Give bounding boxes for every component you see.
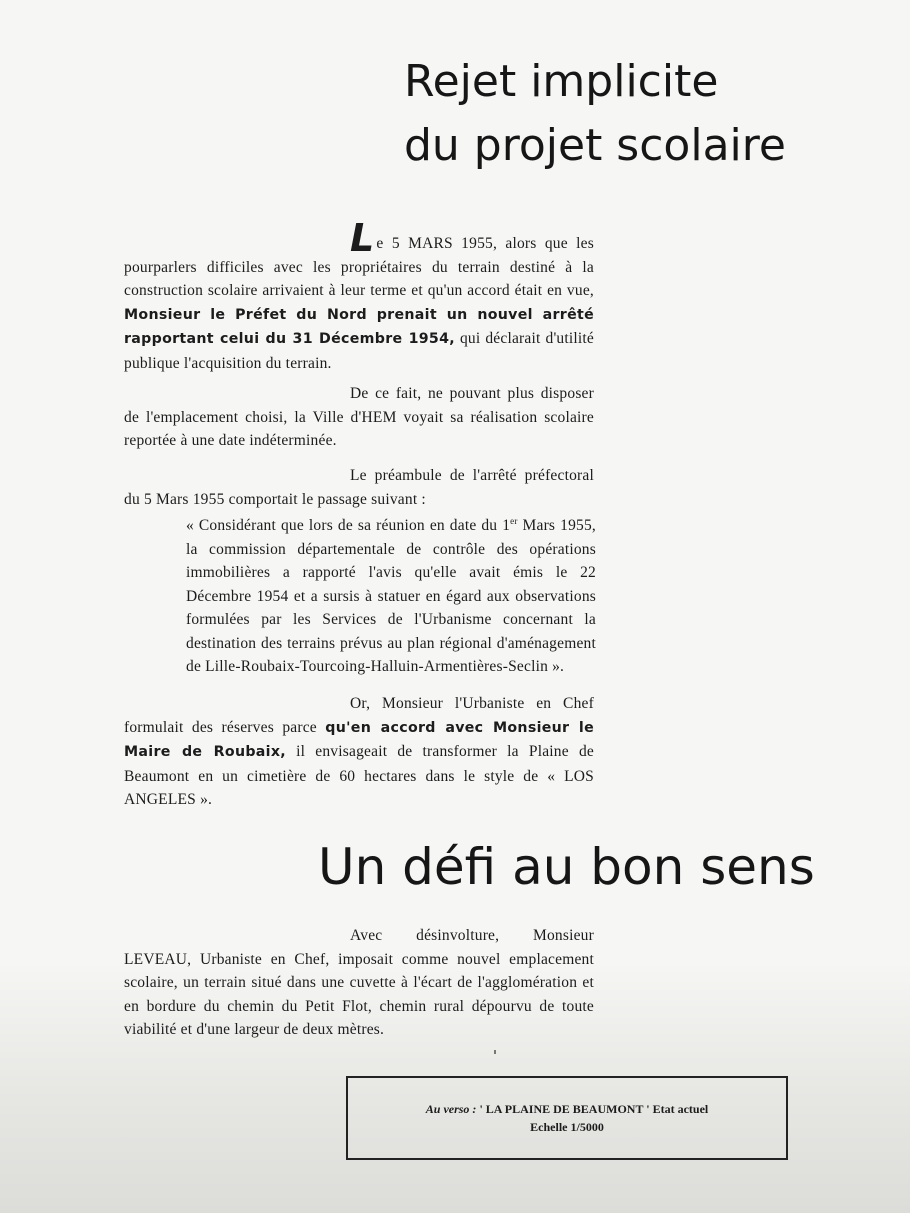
print-speck — [494, 1050, 496, 1054]
title-line-2: du projet scolaire — [404, 120, 786, 171]
paragraph-3: Le préambule de l'arrêté préfectoral du 5 Mars 1955 comportait le passage suivant : — [124, 467, 594, 508]
caption-scale: Echelle 1/5000 — [530, 1120, 604, 1134]
drop-cap: L — [350, 216, 375, 260]
title-line-1: Rejet implicite — [404, 56, 719, 107]
paragraph-5: Avec désinvolture, Monsieur LEVEAU, Urbaniste en Chef, imposait comme nouvel emplacement scolaire, un terrain situé dans une cuvette à l'écart de l'agglomération et en bordure du chemin du Petit Flot, chemin rural dépourvu de toute viabilité et d'une largeur de deux mètres. — [124, 927, 594, 1038]
emphasis-maire: qu'en accord avec Monsieur le Maire de Roubaix, — [124, 719, 594, 760]
caption-box — [346, 1076, 788, 1160]
section-heading: Un défi au bon sens — [318, 838, 815, 896]
quotation: « Considérant que lors de sa réunion en date du 1er Mars 1955, la commission départementale de contrôle des opérations immobilières a rapporté l'avis qu'elle avait émis le 22 Décembre 1954 et a sursis à statuer en égard aux observations formulées par les Services de l'Urbanisme concernant la destination des terrains prévus au plan régional d'aménagement de Lille-Roubaix-Tourcoing-Halluin-Armentières-Seclin ». — [186, 516, 596, 676]
paragraph-2: De ce fait, ne pouvant plus disposer de l'emplacement choisi, la Ville d'HEM voyait sa réalisation scolaire reportée à une date indéterminée. — [124, 385, 594, 449]
paragraph-1: Le 5 MARS 1955, alors que les pourparlers difficiles avec les propriétaires du terrain destiné à la construction scolaire arrivaient à leur terme et qu'un accord était en vue, Monsieur le Préfet du Nord prenait un nouvel arrêté rapportant celui du 31 Décembre 1954, qui déclarait d'utilité publique l'acquisition du terrain. — [124, 216, 594, 372]
emphasis-prefet: Monsieur le Préfet du Nord prenait un nouvel arrêté rapportant celui du 31 Décembre 1954, — [124, 306, 594, 347]
paragraph-4: Or, Monsieur l'Urbaniste en Chef formulait des réserves parce qu'en accord avec Monsieur le Maire de Roubaix, il envisageait de transformer la Plaine de Beaumont en un cimetière de 60 hectares dans le style de « LOS ANGELES ». — [124, 695, 595, 808]
caption-line-1: Au verso : ' LA PLAINE DE BEAUMONT ' Etat actuel — [425, 1102, 709, 1116]
